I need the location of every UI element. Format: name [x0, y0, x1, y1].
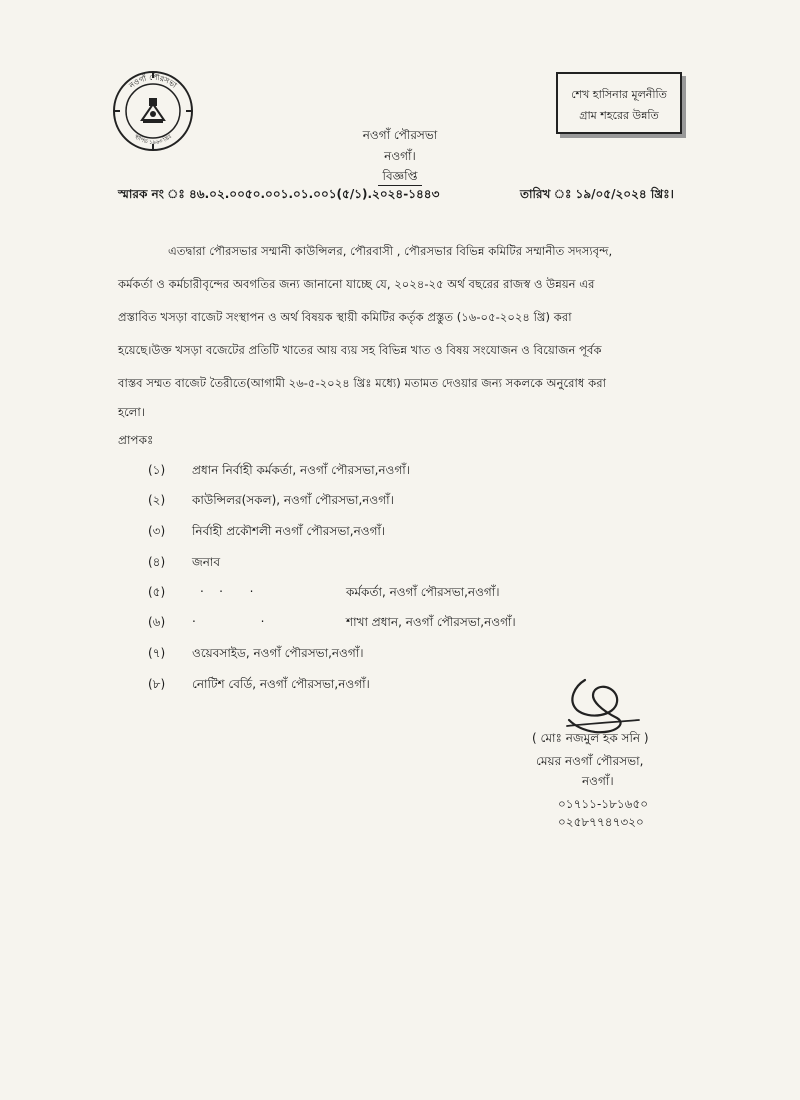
recipient-number: (৭) [148, 646, 166, 660]
recipient-number: (১) [148, 463, 166, 477]
recipient-text: কাউন্সিলর(সকল), নওগাঁ পৌরসভা,নওগাঁ। [192, 493, 394, 507]
recipient-blank-dots: . . . [200, 581, 254, 595]
seal-ring-text: নওগাঁ পৌরসভা [127, 72, 179, 90]
recipient-number: (৮) [148, 677, 166, 691]
office-city: নওগাঁ। [384, 149, 416, 163]
recipient-text: ওয়েবসাইড, নওগাঁ পৌরসভা,নওগাঁ। [192, 646, 364, 660]
signatory-mobile: ০১৭১১-১৮১৬৫০ [558, 797, 649, 811]
recipient-number: (৬) [148, 615, 166, 629]
recipient-text: শাখা প্রধান, নওগাঁ পৌরসভা,নওগাঁ। [346, 615, 516, 629]
body-line-4: হয়েছে।উক্ত খসড়া বজেটের প্রতিটি খাতের আয় ব্যয় সহ বিভিন্ন খাত ও বিষয় সংযোজন ও বিয়োজন পূর্বক [118, 343, 602, 357]
recipient-text: কর্মকর্তা, নওগাঁ পৌরসভা,নওগাঁ। [346, 585, 500, 599]
signatory-name: ( মোঃ নজমুল হক সনি ) [532, 731, 649, 745]
body-line-6: হলো। [118, 405, 145, 419]
municipality-seal-logo [112, 70, 194, 152]
body-line-5: বাস্তব সম্মত বাজেট তৈরীতে(আগামী ২৬-৫-২০২৪ খ্রিঃ মধ্যে) মতামত দেওয়ার জন্য সকলকে অনুরোধ করা [118, 376, 606, 390]
recipient-text: নোটিশ বের্ডি, নওগাঁ পৌরসভা,নওগাঁ। [192, 677, 370, 691]
recipient-text: নির্বাহী প্রকৌশলী নওগাঁ পৌরসভা,নওগাঁ। [192, 524, 386, 538]
office-name: নওগাঁ পৌরসভা [362, 128, 438, 142]
recipient-text: প্রধান নির্বাহী কর্মকর্তা, নওগাঁ পৌরসভা,নওগাঁ। [192, 463, 411, 477]
recipient-number: (৫) [148, 585, 166, 599]
recipient-blank-dots: . . [192, 611, 265, 625]
body-line-3: প্রস্তাবিত খসড়া বাজেট সংস্থাপন ও অর্থ বিষয়ক স্থায়ী কমিটির কর্তৃক প্রস্তুত (১৬-০৫-২০২৪ খ্রি) করা [118, 310, 572, 324]
signatory-designation: মেয়র নওগাঁ পৌরসভা, [536, 754, 644, 768]
recipient-number: (২) [148, 493, 166, 507]
recipient-number: (৪) [148, 555, 166, 569]
recipient-text: জনাব [192, 555, 221, 569]
notice-date: তারিখ ঃ ১৯/০৫/২০২৪ খ্রিঃ। [520, 187, 674, 201]
recipient-number: (৩) [148, 524, 166, 538]
memo-number: স্মারক নং ঃ ৪৬.০২.০০৫০.০০১.০১.০০১(৫/১).২০২৪-১৪৪৩ [118, 187, 440, 201]
signatory-city: নওগাঁ। [582, 774, 614, 788]
slogan-line-1: শেখ হাসিনার মূলনীতি [571, 88, 667, 101]
slogan-stamp [556, 72, 682, 134]
svg-text:নওগাঁ পৌরসভা [127, 73, 180, 91]
notice-title: বিজ্ঞপ্তি [382, 169, 418, 183]
recipients-label: প্রাপকঃ [118, 433, 154, 447]
seal-year-text: স্থাপিত ১৯৬৩ খ্রিঃ [132, 133, 174, 147]
slogan-line-2: গ্রাম শহরের উন্নতি [579, 109, 659, 122]
body-line-1: এতদ্বারা পৌরসভার সম্মানী কাউন্সিলর, পৌরবাসী , পৌরসভার বিভিন্ন কমিটির সম্মানীত সদস্যবৃন্দ, [168, 244, 613, 258]
signatory-telephone: ০২৫৮৭৭৪৭৩২০ [558, 815, 644, 829]
body-line-2: কর্মকর্তা ও কর্মচারীবৃন্দের অবগতির জন্য জানানো যাচ্ছে যে, ২০২৪-২৫ অর্থ বছরের রাজস্ব ও উন্নয়ন এর [118, 277, 595, 291]
